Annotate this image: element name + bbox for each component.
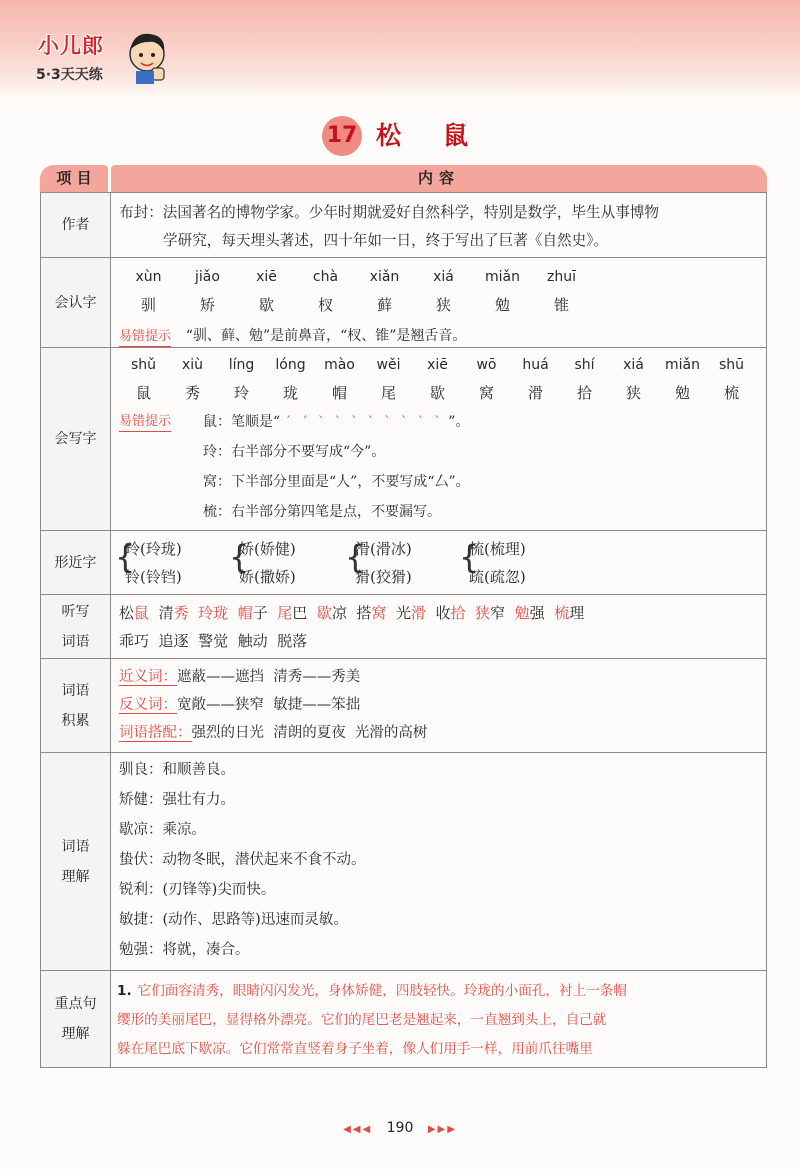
write-tip-4: 梳：右半部分第四笔是点，不要漏写。 bbox=[203, 504, 441, 520]
antonyms-label: 反义词： bbox=[119, 697, 177, 713]
dictation-segment: 玲珑 bbox=[198, 604, 229, 622]
hanzi-cell: 狭 bbox=[625, 384, 641, 402]
row-accumulate bbox=[40, 659, 767, 753]
understand-content bbox=[119, 755, 758, 970]
dictation-segment: 窝 bbox=[371, 604, 387, 622]
hanzi-cell: 珑 bbox=[282, 384, 298, 402]
dictation-segment: 歇 bbox=[316, 604, 332, 622]
brand-name: 小儿郎 bbox=[38, 34, 104, 58]
hanzi-cell: 鼠 bbox=[135, 384, 151, 402]
hanzi-cell: 藓 bbox=[376, 296, 392, 314]
similar-4b: 疏(疏忽) bbox=[469, 568, 526, 586]
header-item: 项 目 bbox=[40, 165, 108, 192]
understand-label-2: 理解 bbox=[61, 868, 90, 885]
write-tip-1-end: ”。 bbox=[448, 414, 470, 430]
definition-item: 锐利：(刃锋等)尖而快。 bbox=[119, 882, 276, 898]
key-line-1 bbox=[117, 977, 762, 1006]
synonyms-text: 遮蔽——遮挡 清秀——秀美 bbox=[177, 669, 361, 685]
similar-3a: 滑(滑冰) bbox=[355, 540, 412, 558]
definition-item: 矫健：强壮有力。 bbox=[119, 792, 235, 808]
dictation-label-1: 听写 bbox=[61, 603, 90, 620]
key-label bbox=[41, 971, 111, 1067]
dictation-segment: 狭 bbox=[475, 604, 491, 622]
synonyms-label: 近义词： bbox=[119, 669, 177, 685]
similar-content bbox=[115, 531, 758, 594]
accumulate-label bbox=[41, 659, 111, 752]
definition-item: 蛰伏：动物冬眠，潜伏起来不食不动。 bbox=[119, 852, 366, 868]
collocations bbox=[119, 719, 758, 747]
pinyin-cell: xiē bbox=[256, 269, 277, 285]
pinyin-cell: shí bbox=[574, 357, 595, 373]
pinyin-cell: jiǎo bbox=[195, 269, 220, 285]
dictation-segment: 清 bbox=[149, 604, 174, 622]
dictation-segment: 秀 bbox=[173, 604, 189, 622]
pinyin-cell: xiá bbox=[433, 269, 454, 285]
hanzi-cell: 梳 bbox=[723, 384, 739, 402]
author-label: 作者 bbox=[41, 193, 111, 257]
page-footer bbox=[0, 1120, 800, 1136]
definition-item: 驯良：和顺善良。 bbox=[119, 762, 235, 778]
similar-1b: 铃(铃铛) bbox=[125, 568, 182, 586]
brand-logo bbox=[12, 28, 182, 94]
hanzi-cell: 锥 bbox=[553, 296, 569, 314]
hanzi-cell: 狭 bbox=[435, 296, 451, 314]
brace-icon: { bbox=[229, 538, 250, 576]
similar-2b: 娇(撒娇) bbox=[239, 568, 296, 586]
hanzi-cell: 驯 bbox=[140, 296, 156, 314]
dictation-segment: 鼠 bbox=[134, 604, 150, 622]
hanzi-cell: 窝 bbox=[478, 384, 494, 402]
recognize-hanzi-row bbox=[119, 291, 758, 319]
dictation-line-2: 乖巧 追逐 警觉 触动 脱落 bbox=[119, 632, 308, 650]
hanzi-cell: 滑 bbox=[527, 384, 543, 402]
dictation-label-2: 词语 bbox=[61, 633, 90, 650]
key-line-2: 缨形的美丽尾巴，显得格外漂亮。它们的尾巴老是翘起来，一直翘到头上，自己就 bbox=[117, 1012, 607, 1028]
hanzi-cell: 秀 bbox=[184, 384, 200, 402]
brace-icon: { bbox=[115, 538, 136, 576]
definition-item: 歇凉：乘凉。 bbox=[119, 822, 206, 838]
pinyin-cell: shǔ bbox=[130, 357, 157, 373]
dictation-segment: 强 bbox=[529, 604, 555, 622]
dictation-segment bbox=[466, 604, 476, 622]
dictation-segment: 理 bbox=[569, 604, 585, 622]
hanzi-cell: 歇 bbox=[429, 384, 445, 402]
brand-subtitle: 5·3天天练 bbox=[36, 67, 103, 83]
collocations-label: 词语搭配： bbox=[119, 725, 192, 741]
pinyin-cell: chà bbox=[312, 269, 339, 285]
write-label: 会写字 bbox=[41, 348, 111, 530]
row-key-sentence bbox=[40, 971, 767, 1068]
write-tip-3: 窝：下半部分里面是“人”，不要写成“厶”。 bbox=[203, 474, 470, 490]
next-arrows-icon: ▶▶▶ bbox=[427, 1124, 457, 1135]
synonyms bbox=[119, 663, 758, 691]
key-line-3: 躲在尾巴底下歇凉。它们常常直竖着身子坐着，像人们用手一样，用前爪往嘴里 bbox=[117, 1041, 593, 1057]
row-understand bbox=[40, 753, 767, 971]
similar-1a: 玲(玲珑) bbox=[125, 540, 182, 558]
hanzi-cell: 勉 bbox=[494, 296, 510, 314]
pinyin-cell: wō bbox=[476, 357, 497, 373]
recognize-content bbox=[119, 262, 758, 347]
dictation-segment: 尾 bbox=[277, 604, 293, 622]
accumulate-label-2: 积累 bbox=[61, 712, 90, 729]
similar-3b: 猾(狡猾) bbox=[355, 568, 412, 586]
understand-label bbox=[41, 753, 111, 970]
row-write bbox=[40, 348, 767, 531]
hanzi-cell: 矫 bbox=[199, 296, 215, 314]
pinyin-cell: miǎn bbox=[485, 269, 520, 285]
write-tip-1 bbox=[203, 407, 469, 438]
write-tip-label: 易错提示 bbox=[119, 413, 171, 432]
write-hanzi-row bbox=[119, 379, 758, 407]
row-recognize bbox=[40, 258, 767, 348]
write-content bbox=[119, 350, 758, 530]
row-author bbox=[40, 192, 767, 258]
write-tips bbox=[119, 407, 758, 527]
row-similar bbox=[40, 531, 767, 595]
dictation-content bbox=[119, 599, 758, 658]
author-content bbox=[119, 199, 758, 257]
hanzi-cell: 歇 bbox=[258, 296, 274, 314]
row-dictation bbox=[40, 595, 767, 659]
dictation-segment: 凉 搭 bbox=[331, 604, 372, 622]
similar-4a: 梳(梳理) bbox=[469, 540, 526, 558]
hanzi-cell: 勉 bbox=[674, 384, 690, 402]
study-table bbox=[40, 165, 767, 1068]
definition-item: 勉强：将就，凑合。 bbox=[119, 942, 250, 958]
hanzi-cell: 帽 bbox=[331, 384, 347, 402]
dictation-segment: 松 bbox=[119, 604, 135, 622]
brace-icon: { bbox=[345, 538, 366, 576]
dictation-segment: 光 bbox=[386, 604, 411, 622]
write-pinyin-row bbox=[119, 350, 758, 379]
author-line-2: 学研究，每天埋头著述，四十年如一日，终于写出了巨著《自然史》。 bbox=[163, 232, 609, 249]
header-content: 内容 bbox=[111, 165, 767, 192]
dictation-segment: 巴 bbox=[292, 604, 317, 622]
pinyin-cell: zhuī bbox=[547, 269, 576, 285]
dictation-segment: 拾 bbox=[450, 604, 466, 622]
lesson-title bbox=[322, 114, 522, 158]
recognize-tip bbox=[119, 321, 758, 350]
recognize-tip-text: “驯、藓、勉”是前鼻音，“杈、锥”是翘舌音。 bbox=[185, 328, 467, 344]
lesson-name: 松鼠 bbox=[376, 121, 511, 150]
pinyin-cell: wěi bbox=[376, 357, 401, 373]
page-number: 190 bbox=[386, 1120, 414, 1136]
key-line-1-text: 它们面容清秀，眼睛闪闪发光，身体矫健，四肢轻快。玲珑的小面孔，衬上一条帽 bbox=[137, 983, 627, 999]
antonyms-text: 宽敞——狭窄 敏捷——笨拙 bbox=[177, 697, 361, 713]
dictation-segment: 收 bbox=[425, 604, 451, 622]
pinyin-cell: xiá bbox=[623, 357, 644, 373]
dictation-line-1 bbox=[119, 599, 758, 627]
hanzi-cell: 杈 bbox=[317, 296, 333, 314]
understand-label-1: 词语 bbox=[61, 838, 90, 855]
write-tip-1-text: 鼠：笔顺是“ bbox=[203, 414, 281, 430]
similar-2a: 娇(娇健) bbox=[239, 540, 296, 558]
brace-icon: { bbox=[459, 538, 480, 576]
dictation-segment: 勉 bbox=[514, 604, 530, 622]
stroke-order-icon: ˊ ˊ ˋ ˋ ˋ ˋ ˋ ˋ ˋ ˋ bbox=[284, 415, 444, 430]
accumulate-label-1: 词语 bbox=[61, 682, 90, 699]
pinyin-cell: huá bbox=[522, 357, 549, 373]
lesson-number: 17 bbox=[322, 116, 362, 156]
mascot-icon bbox=[122, 28, 172, 86]
key-label-2: 理解 bbox=[61, 1026, 90, 1042]
dictation-segment bbox=[189, 604, 199, 622]
pinyin-cell: líng bbox=[228, 357, 255, 373]
dictation-segment: 子 bbox=[252, 604, 278, 622]
pinyin-cell: lóng bbox=[275, 357, 306, 373]
collocations-text: 强烈的日光 清朗的夏夜 光滑的高树 bbox=[191, 725, 428, 741]
similar-label: 形近字 bbox=[41, 531, 111, 594]
recognize-label: 会认字 bbox=[41, 258, 111, 347]
key-content bbox=[117, 977, 762, 1067]
hanzi-cell: 尾 bbox=[380, 384, 396, 402]
author-line-1: 布封：法国著名的博物学家。少年时期就爱好自然科学，特别是数学，毕生从事博物 bbox=[119, 204, 659, 221]
dictation-label bbox=[41, 595, 111, 658]
pinyin-cell: miǎn bbox=[665, 357, 700, 373]
prev-arrows-icon: ◀◀◀ bbox=[343, 1124, 373, 1135]
table-header bbox=[40, 165, 767, 192]
pinyin-cell: xùn bbox=[135, 269, 162, 285]
dictation-segment: 滑 bbox=[410, 604, 426, 622]
dictation-segment: 梳 bbox=[554, 604, 570, 622]
pinyin-cell: xiǎn bbox=[369, 269, 400, 285]
hanzi-cell: 玲 bbox=[233, 384, 249, 402]
recognize-pinyin-row bbox=[119, 262, 758, 291]
accumulate-content bbox=[119, 663, 758, 752]
pinyin-cell: mào bbox=[324, 357, 355, 373]
write-tip-2: 玲：右半部分不要写成“今”。 bbox=[203, 444, 386, 460]
definition-item: 敏捷：(动作、思路等)迅速而灵敏。 bbox=[119, 912, 348, 928]
pinyin-cell: shū bbox=[718, 357, 745, 373]
pinyin-cell: xiù bbox=[181, 357, 204, 373]
pinyin-cell: xiē bbox=[427, 357, 448, 373]
hanzi-cell: 拾 bbox=[576, 384, 592, 402]
dictation-segment: 帽 bbox=[237, 604, 253, 622]
dictation-segment bbox=[228, 604, 238, 622]
antonyms bbox=[119, 691, 758, 719]
recognize-tip-label: 易错提示 bbox=[119, 328, 171, 347]
dictation-segment: 窄 bbox=[490, 604, 515, 622]
key-label-1: 重点句 bbox=[54, 996, 97, 1012]
key-number: 1. bbox=[117, 983, 132, 999]
